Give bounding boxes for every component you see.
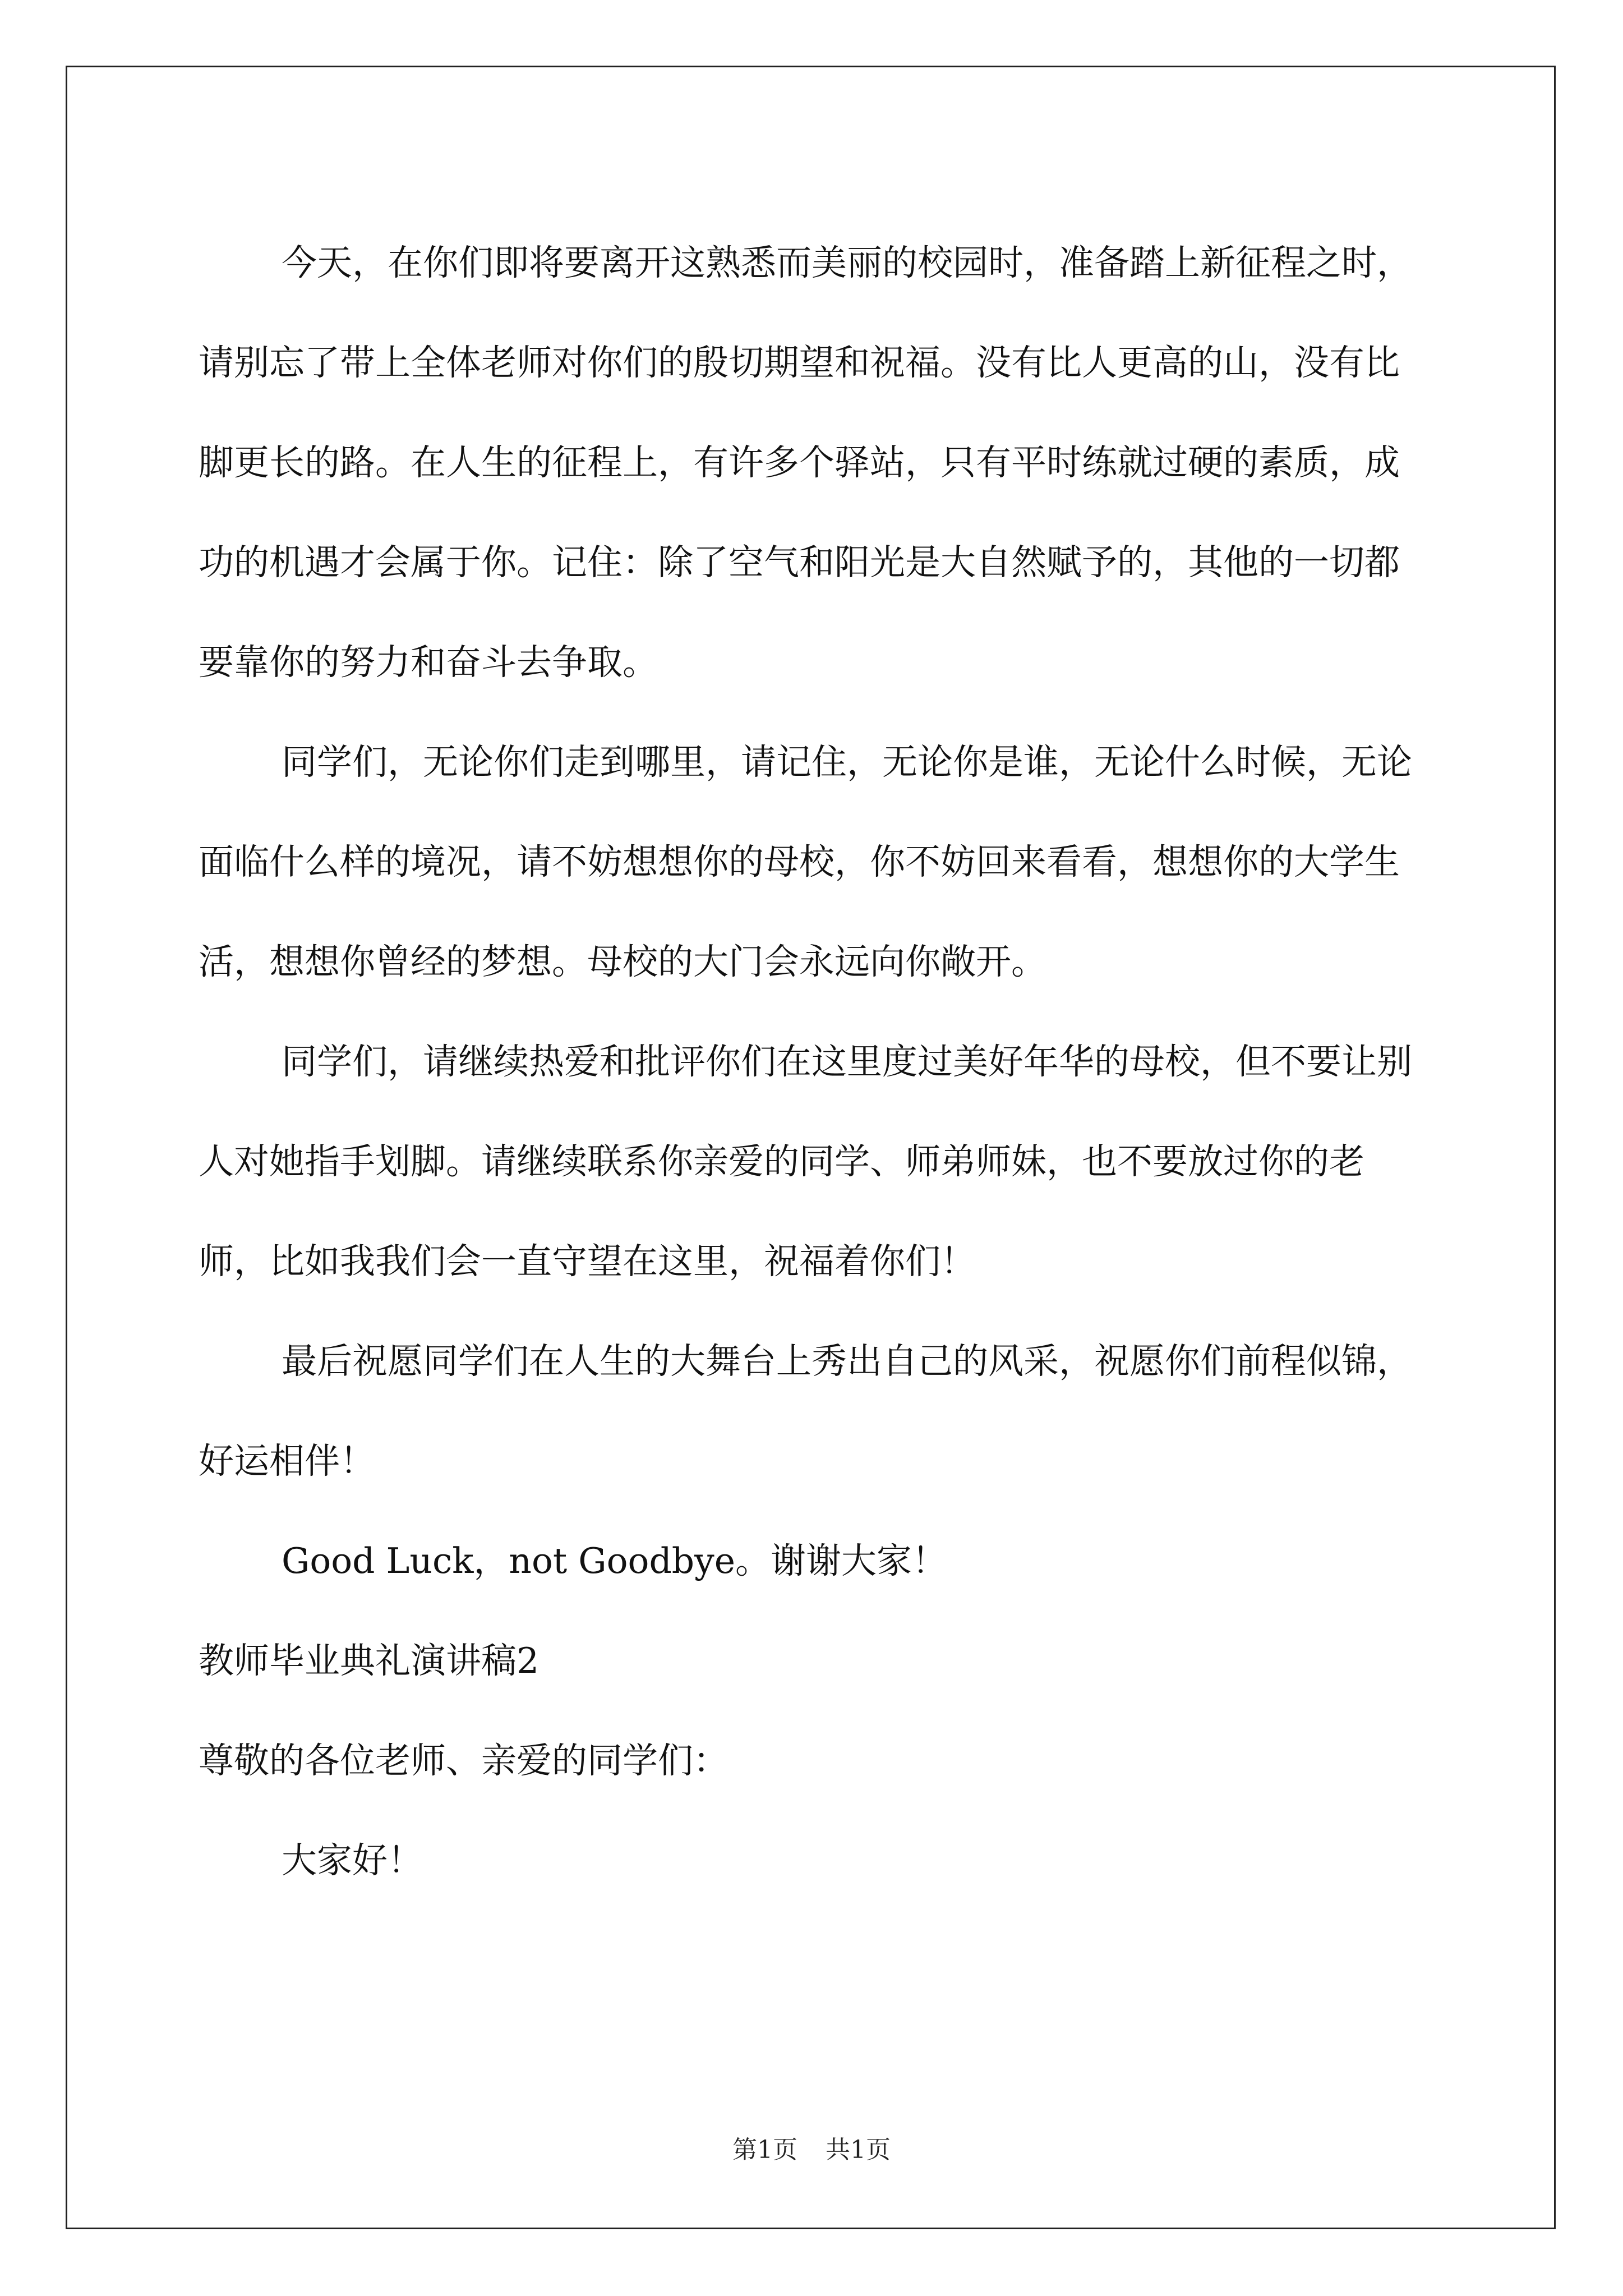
paragraph: 同学们，请继续热爱和批评你们在这里度过美好年华的母校，但不要让别人对她指手划脚。请继续联系你亲爱的同学、师弟师妹，也不要放过你的老师，比如我我们会一直守望在这里，祝福着你们！ [199, 1041, 1412, 1282]
paragraph: 今天，在你们即将要离开这熟悉而美丽的校园时，准备踏上新征程之时，请别忘了带上全体老师对你们的殷切期望和祝福。没有比人更高的山，没有比脚更长的路。在人生的征程上，有许多个驿站，只有平时练就过硬的素质，成功的机遇才会属于你。记住：除了空气和阳光是大自然赋予的，其他的一切都要靠你的努力和奋斗去争取。 [199, 242, 1412, 683]
paragraph: Good Luck，not Goodbye。谢谢大家！ [282, 1540, 947, 1581]
paragraph: 同学们，无论你们走到哪里，请记住，无论你是谁，无论什么时候，无论面临什么样的境况，请不妨想想你的母校，你不妨回来看看，想想你的大学生活，想想你曾经的梦想。母校的大门会永远向你敞开。 [199, 742, 1412, 982]
greeting: 大家好！ [282, 1840, 423, 1881]
page-number: 第1页 [732, 2136, 797, 2164]
paragraph: 最后祝愿同学们在人生的大舞台上秀出自己的风采，祝愿你们前程似锦，好运相伴！ [199, 1341, 1412, 1481]
salutation: 尊敬的各位老师、亲爱的同学们： [199, 1740, 728, 1781]
page-count: 共1页 [826, 2136, 891, 2164]
document-body [199, 213, 1432, 1911]
page-footer [0, 2133, 1623, 2167]
section-title: 教师毕业典礼演讲稿2 [199, 1640, 540, 1681]
